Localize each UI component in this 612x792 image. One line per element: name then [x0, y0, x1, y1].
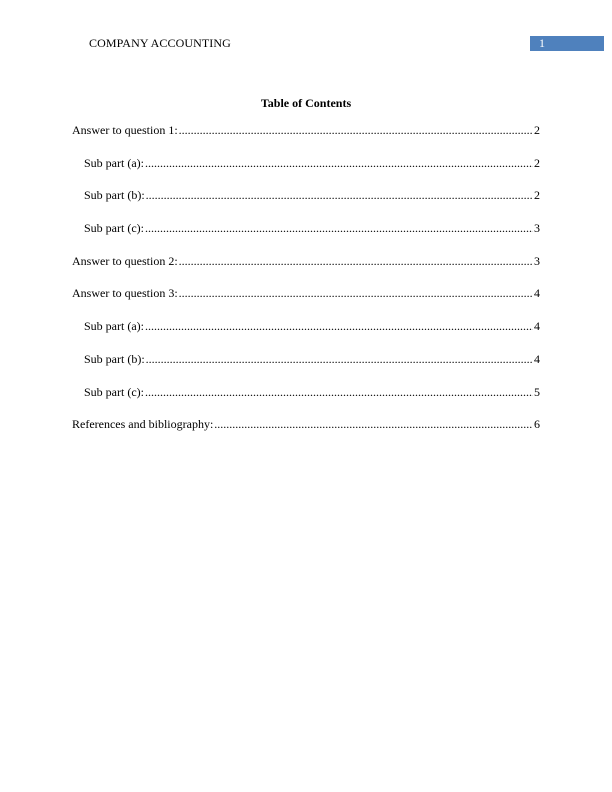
toc-entry-label: Sub part (c): — [84, 221, 144, 236]
toc-dot-leader — [214, 417, 533, 431]
toc-entry-label: Sub part (c): — [84, 384, 144, 399]
toc-title: Table of Contents — [260, 96, 352, 110]
toc-entry-page: 5 — [534, 384, 540, 399]
toc-entry-label: Answer to question 3: — [72, 286, 178, 301]
toc-entry-label: Sub part (b): — [84, 351, 145, 366]
toc-entry-references-bibliography[interactable] — [72, 417, 540, 450]
toc-dot-leader — [145, 385, 533, 399]
toc-entry-page: 4 — [534, 351, 540, 366]
running-header-title: COMPANY ACCOUNTING — [89, 36, 231, 50]
toc-entry-label: Answer to question 1: — [72, 123, 178, 137]
toc-dot-leader — [145, 156, 533, 170]
toc-dot-leader — [179, 123, 533, 137]
toc-entry-page: 3 — [534, 253, 540, 268]
toc-entry-q3-sub-part-c[interactable] — [72, 385, 540, 418]
toc-entry-q3-sub-part-a[interactable] — [72, 319, 540, 352]
toc-entry-label: Sub part (a): — [84, 155, 144, 170]
toc-entry-page: 4 — [534, 286, 540, 301]
toc-entry-q1-sub-part-c[interactable] — [72, 221, 540, 254]
toc-entry-q1-sub-part-b[interactable] — [72, 188, 540, 221]
toc-entry-answer-question-1[interactable] — [72, 123, 540, 156]
toc-dot-leader — [145, 221, 533, 235]
toc-entry-answer-question-3[interactable] — [72, 286, 540, 319]
toc-entry-label: Sub part (a): — [84, 319, 144, 334]
toc-entry-page: 2 — [534, 188, 540, 203]
toc-entry-page: 2 — [534, 123, 540, 137]
toc-entry-answer-question-2[interactable] — [72, 254, 540, 287]
toc-dot-leader — [179, 286, 533, 300]
toc-entry-page: 3 — [534, 221, 540, 236]
toc-entry-page: 6 — [534, 417, 540, 432]
toc-entry-page: 2 — [534, 155, 540, 170]
table-of-contents — [72, 123, 540, 450]
toc-entry-label: Sub part (b): — [84, 188, 145, 203]
toc-dot-leader — [146, 188, 533, 202]
toc-entry-q1-sub-part-a[interactable] — [72, 156, 540, 189]
toc-entry-page: 4 — [534, 319, 540, 334]
toc-dot-leader — [145, 319, 533, 333]
toc-entry-label: References and bibliography: — [72, 417, 214, 432]
toc-entry-label: Answer to question 2: — [72, 253, 178, 268]
toc-dot-leader — [146, 352, 533, 366]
toc-dot-leader — [179, 254, 533, 268]
page-number: 1 — [539, 36, 545, 50]
toc-entry-q3-sub-part-b[interactable] — [72, 352, 540, 385]
page-number-bar — [530, 36, 604, 51]
